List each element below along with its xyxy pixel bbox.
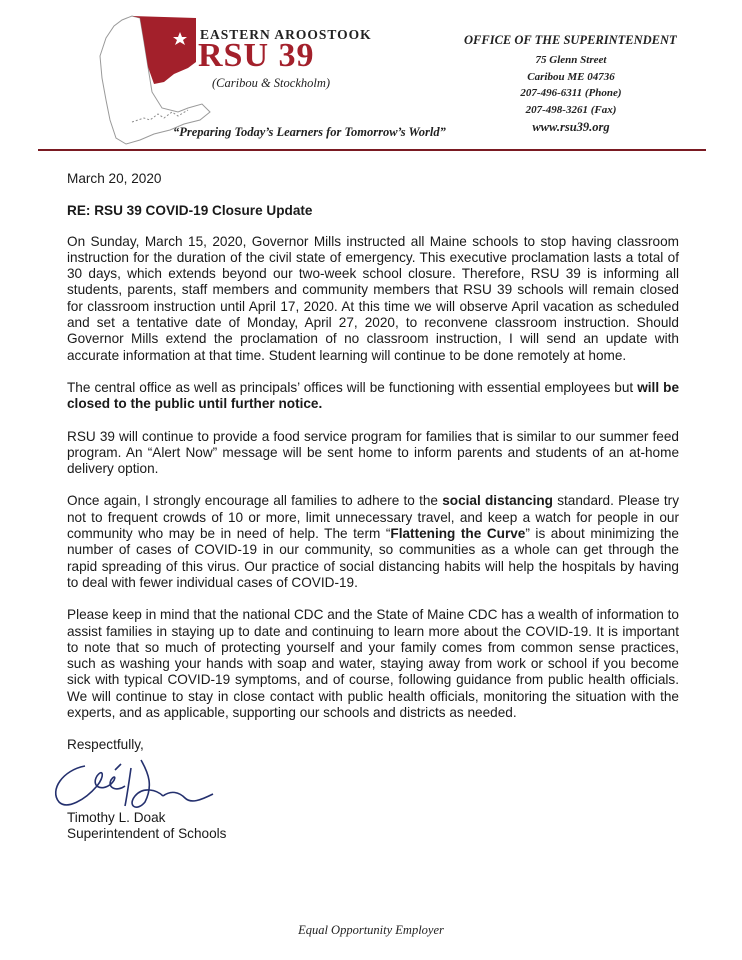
letter-closing: Respectfully, — [67, 737, 144, 753]
letter-body — [67, 171, 679, 842]
signer-name: Timothy L. Doak — [67, 809, 166, 825]
letter-date: March 20, 2020 — [67, 171, 162, 186]
tagline: “Preparing Today’s Learners for Tomorrow’s World” — [173, 125, 446, 139]
phone-number: 207-496-6311 (Phone) — [520, 87, 622, 99]
handwritten-signature — [45, 746, 225, 816]
address-street: 75 Glenn Street — [535, 54, 607, 66]
paragraph-food-service — [67, 429, 679, 478]
fax-number: 207-498-3261 (Fax) — [525, 103, 617, 116]
paragraph-text: RSU 39 will continue to provide a food service program for families that is similar to our summer feed program. An “Alert Now” message will be sent home to inform parents and students of an at-home delivery option. — [67, 428, 679, 477]
website-link[interactable]: www.rsu39.org — [532, 120, 610, 134]
paragraph-text: standard. Please try not to frequent crowds of 10 or more, limit unnecessary travel, and keep a watch for people in our community who may be in need of help. The term “ — [67, 493, 679, 542]
paragraph-office-status — [67, 380, 679, 413]
paragraph-text: On Sunday, March 15, 2020, Governor Mills instructed all Maine schools to stop having classroom instruction for the duration of the civil state of emergency. This executive proclamation lasts a total of 30 days, which extends beyond our two-week school closure. Therefore, RSU 39 is informing all students, parents, staff members and community members that RSU 39 schools will remain closed for classroom instruction until April 17, 2020. At this time we will observe April vacation as scheduled and set a tentative date of Monday, April 27, 2020, to reconvene classroom instruction. Should Governor Mills extend the proclamation of no classroom instruction, I will send an update with accurate information at that time. Student learning will continue to be done remotely at home. — [67, 233, 679, 363]
emphasis-text: social distancing — [442, 493, 553, 509]
letter-subject: RE: RSU 39 COVID-19 Closure Update — [67, 203, 313, 219]
office-title: OFFICE OF THE SUPERINTENDENT — [464, 33, 677, 47]
letterhead — [0, 0, 742, 160]
header-divider — [38, 149, 706, 151]
paragraph-cdc-info — [67, 607, 679, 721]
paragraph-text: ” is about minimizing the number of cases of COVID-19 in our community, so communities as a whole can get through the rapid spreading of this virus. Our practice of social distancing habits will help the hospitals by having to deal with fewer individual cases of COVID-19. — [67, 526, 679, 590]
emphasis-text: will be closed to the public until further notice. — [67, 379, 679, 412]
office-contact-block — [456, 33, 686, 137]
address-city: Caribou ME 04736 — [527, 70, 615, 83]
emphasis-text: Flattening the Curve — [390, 526, 526, 542]
footer-text: Equal Opportunity Employer — [298, 923, 444, 937]
signer-title: Superintendent of Schools — [67, 825, 227, 841]
paragraph-social-distancing — [67, 493, 679, 591]
signature-area — [67, 754, 679, 810]
paragraph-text: Once again, I strongly encourage all families to adhere to the — [67, 493, 443, 509]
org-code: RSU 39 — [198, 37, 315, 74]
paragraph-text: Please keep in mind that the national CDC and the State of Maine CDC has a wealth of information to assist families in staying up to date and continuing to learn more about the COVID-19. It is important to note that so much of protecting yourself and your family comes from common sense practices, such as washing your hands with soap and water, staying away from work or school if you become sick with typical COVID-19 symptoms, and of course, following guidance from public health officials. We will continue to stay in close contact with public health officials, monitoring the situation with the experts, and as applicable, supporting our schools and districts as needed. — [67, 607, 679, 721]
paragraph-closure-dates — [67, 234, 679, 364]
org-name: EASTERN AROOSTOOK — [200, 27, 372, 42]
paragraph-text: The central office as well as principals’ offices will be functioning with essential employees but — [67, 379, 638, 395]
org-towns: (Caribou & Stockholm) — [212, 76, 331, 90]
